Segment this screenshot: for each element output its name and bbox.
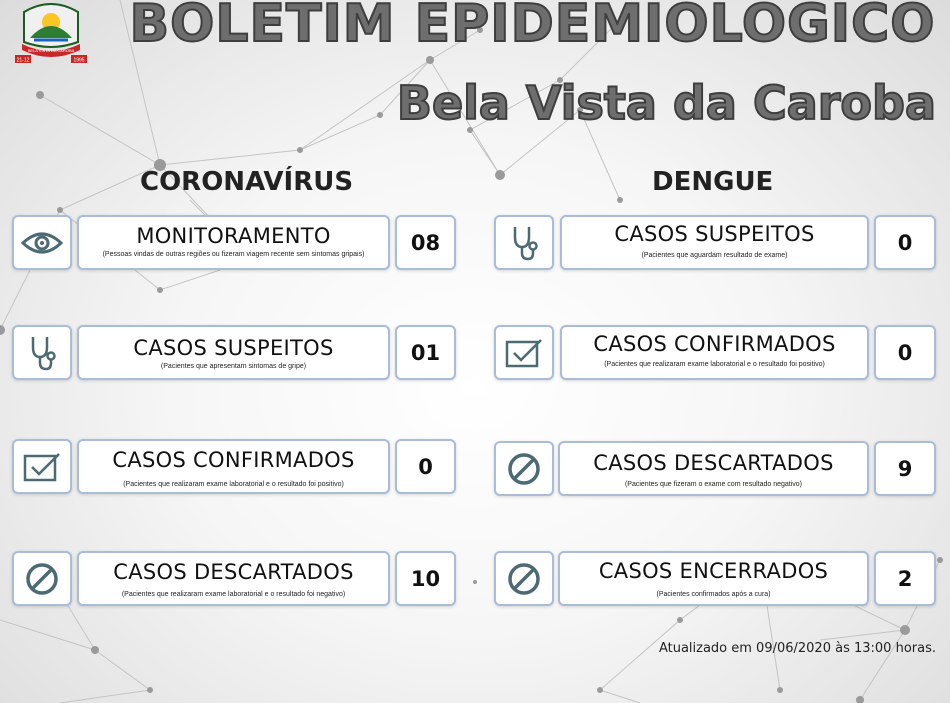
dengue-discarded-value: 9 (897, 456, 913, 481)
covid-discarded-label: CASOS DESCARTADOS (113, 560, 354, 584)
page-subtitle: Bela Vista da Caroba (396, 76, 936, 130)
monitoring-icon-box (12, 215, 72, 270)
covid-suspected-description: (Pacientes que apresentam sintomas de gripe) (160, 363, 307, 370)
dengue-suspected-value-box (874, 215, 936, 270)
dengue-discarded-description: (Pacientes que fizeram o exame com resultado negativo) (624, 481, 803, 488)
coronavirus-section-title: CORONAVÍRUS (140, 167, 354, 197)
dengue-confirmed-label: CASOS CONFIRMADOS (593, 332, 836, 356)
checkbox-icon (505, 338, 543, 368)
dengue-suspected-description: (Pacientes que aguardam resultado de exame) (641, 252, 788, 259)
covid-suspected-icon-box (12, 325, 72, 380)
covid-confirmed-description: (Pacientes que realizaram exame laboratorial e o resultado foi positivo) (123, 481, 344, 488)
covid-confirmed-value-box (395, 439, 456, 494)
dengue-confirmed-value-box (874, 325, 936, 380)
dengue-discarded-card (558, 441, 869, 496)
monitoring-value-box (395, 215, 456, 270)
covid-discarded-description: (Pacientes que realizaram exame laboratorial e o resultado foi negativo) (121, 591, 346, 598)
dengue-closed-value: 2 (897, 566, 913, 591)
prohibited-icon (507, 452, 541, 486)
covid-discarded-value-box (395, 551, 456, 606)
dengue-confirmed-description: (Pacientes que realizaram exame laboratorial e o resultado foi positivo) (604, 361, 825, 368)
dengue-confirmed-icon-box (494, 325, 554, 380)
dengue-discarded-icon-box (494, 441, 554, 496)
stethoscope-icon (509, 225, 539, 261)
dengue-section-title: DENGUE (652, 167, 774, 197)
dengue-suspected-card (560, 215, 869, 270)
dengue-closed-card (558, 551, 869, 606)
covid-confirmed-label: CASOS CONFIRMADOS (112, 448, 355, 472)
last-updated: Atualizado em 09/06/2020 às 13:00 horas. (658, 641, 936, 656)
covid-suspected-card (77, 325, 390, 380)
dengue-discarded-label: CASOS DESCARTADOS (593, 451, 834, 475)
dengue-confirmed-value: 0 (897, 340, 913, 365)
dengue-closed-label: CASOS ENCERRADOS (598, 559, 829, 583)
monitoring-value: 08 (410, 230, 441, 255)
covid-discarded-value: 10 (410, 566, 441, 591)
svg-text:BELA VISTA DA CAROBA: BELA VISTA DA CAROBA (27, 48, 75, 53)
monitoring-card (77, 215, 390, 270)
municipal-logo (14, 2, 88, 66)
covid-discarded-icon-box (12, 551, 72, 606)
monitoring-label: MONITORAMENTO (136, 224, 331, 248)
prohibited-icon (25, 562, 59, 596)
covid-confirmed-card (77, 439, 390, 494)
dengue-discarded-value-box (874, 441, 936, 496)
dengue-confirmed-card (560, 325, 869, 380)
svg-text:1995: 1995 (73, 57, 85, 64)
eye-icon (21, 229, 63, 257)
prohibited-icon (507, 562, 541, 596)
dengue-closed-description: (Pacientes confirmados após a cura) (656, 591, 771, 598)
covid-confirmed-value: 0 (418, 454, 433, 479)
covid-discarded-card (77, 551, 390, 606)
covid-confirmed-icon-box (12, 439, 72, 494)
dengue-closed-icon-box (494, 551, 554, 606)
covid-suspected-value-box (395, 325, 456, 380)
dengue-suspected-value: 0 (897, 230, 913, 255)
checkbox-icon (23, 452, 61, 482)
covid-suspected-value: 01 (410, 340, 441, 365)
dengue-suspected-label: CASOS SUSPEITOS (614, 222, 815, 246)
dengue-suspected-icon-box (494, 215, 554, 270)
page-title: BOLETIM EPIDEMIOLOGICO (129, 0, 936, 54)
dengue-closed-value-box (874, 551, 936, 606)
covid-suspected-label: CASOS SUSPEITOS (133, 336, 334, 360)
svg-text:21-12: 21-12 (16, 57, 30, 64)
monitoring-description: (Pessoas vindas de outras regiões ou fizeram viagem recente sem sintomas gripais) (102, 251, 365, 258)
stethoscope-icon (27, 335, 57, 371)
